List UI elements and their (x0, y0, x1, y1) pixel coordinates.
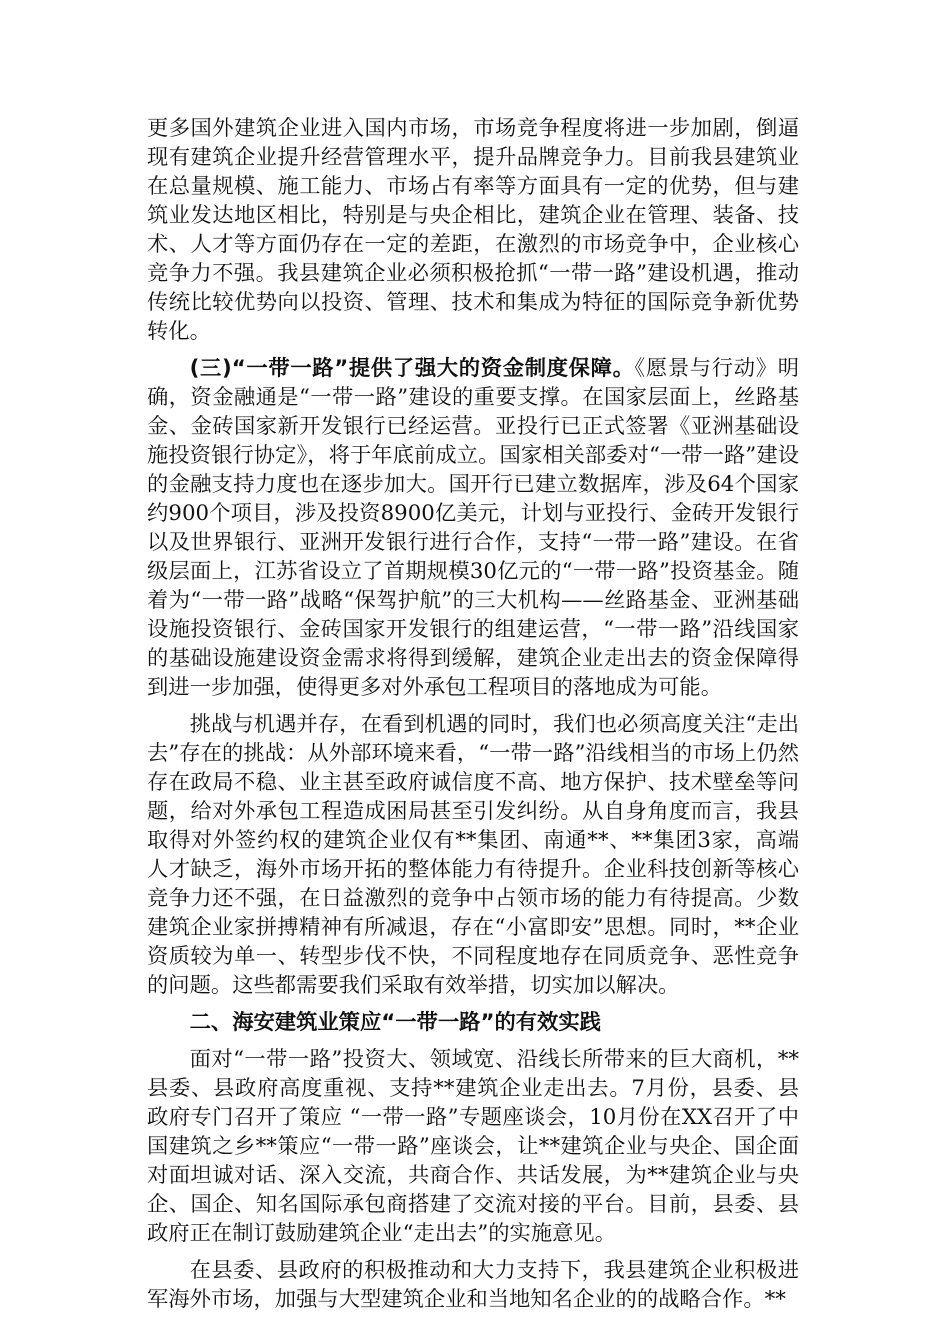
paragraph-1: 更多国外建筑企业进入国内市场，市场竞争程度将进一步加剧，倒逼现有建筑企业提升经营管理水平，提升品牌竞争力。目前我县建筑业在总量规模、施工能力、市场占有率等方面具有一定的优势，但与建筑业发达地区相比，特别是与央企相比，建筑企业在管理、装备、技术、人才等方面仍存在一定的差距，在激烈的市场竞争中，企业核心竞争力不强。我县建筑企业必须积极抢抓“一带一路”建设机遇，推动传统比较优势向以投资、管理、技术和集成为特征的国际竞争新优势转化。 (147, 116, 799, 344)
section-heading-2: 二、海安建筑业策应“一带一路”的有效实践 (189, 1010, 601, 1035)
paragraph-4: 面对“一带一路”投资大、领域宽、沿线长所带来的巨大商机，**县委、县政府高度重视、支持**建筑企业走出去。7月份，县委、县政府专门召开了策应 “一带一路”专题座谈会，10月份在XX召开了中国建筑之乡**策应“一带一路”座谈会，让**建筑企业与央企、国企面对面坦诚对话、深入交流，共商合作、共话发展，为**建筑企业与央企、国企、知名国际承包商搭建了交流对接的平台。目前，县委、县政府正在制订鼓励建筑企业“走出去”的实施意见。 (147, 1047, 799, 1246)
paragraph-2-body: 《愿景与行动》明确，资金融通是“一带一路”建设的重要支撑。在国家层面上，丝路基金、金砖国家新开发银行已经运营。亚投行已正式签署《亚洲基础设施投资银行协定》，将于年底前成立。国家相关部委对“一带一路”建设的金融支持力度也在逐步加大。国开行已建立数据库，涉及64个国家约900个项目，涉及投资8900亿美元，计划与亚投行、金砖开发银行以及世界银行、亚洲开发银行进行合作，支持“一带一路”建设。在省级层面上，江苏省设立了首期规模30亿元的“一带一路”投资基金。随着为“一带一路”战略“保驾护航”的三大机构——丝路基金、亚洲基础设施投资银行、金砖国家开发银行的组建运营，“一带一路”沿线国家的基础设施建设资金需求将得到缓解，建筑企业走出去的资金保障得到进一步加强，使得更多对外承包工程项目的落地成为可能。 (147, 356, 799, 700)
paragraph-3: 挑战与机遇并存，在看到机遇的同时，我们也必须高度关注“走出去”存在的挑战：从外部环境来看，“一带一路”沿线相当的市场上仍然存在政局不稳、业主甚至政府诚信度不高、地方保护、技术壁垒等问题，给对外承包工程造成困局甚至引发纠纷。从自身角度而言，我县取得对外签约权的建筑企业仅有**集团、南通**、**集团3家，高端人才缺乏，海外市场开拓的整体能力有待提升。企业科技创新等核心竞争力还不强，在日益激烈的竞争中占领市场的能力有待提高。少数建筑企业家拼搏精神有所减退，存在“小富即安”思想。同时，**企业资质较为单一、转型步伐不快，不同程度地存在同质竞争、恶性竞争的问题。这些都需要我们采取有效举措，切实加以解决。 (147, 712, 799, 998)
paragraph-2 (147, 354, 799, 702)
document-page (147, 114, 799, 1322)
subsection-heading-3: (三)“一带一路”提供了强大的资金制度保障。 (189, 356, 635, 381)
paragraph-5: 在县委、县政府的积极推动和大力支持下，我县建筑企业积极进军海外市场，加强与大型建筑企业和当地知名企业的的战略合作。** (147, 1258, 799, 1312)
